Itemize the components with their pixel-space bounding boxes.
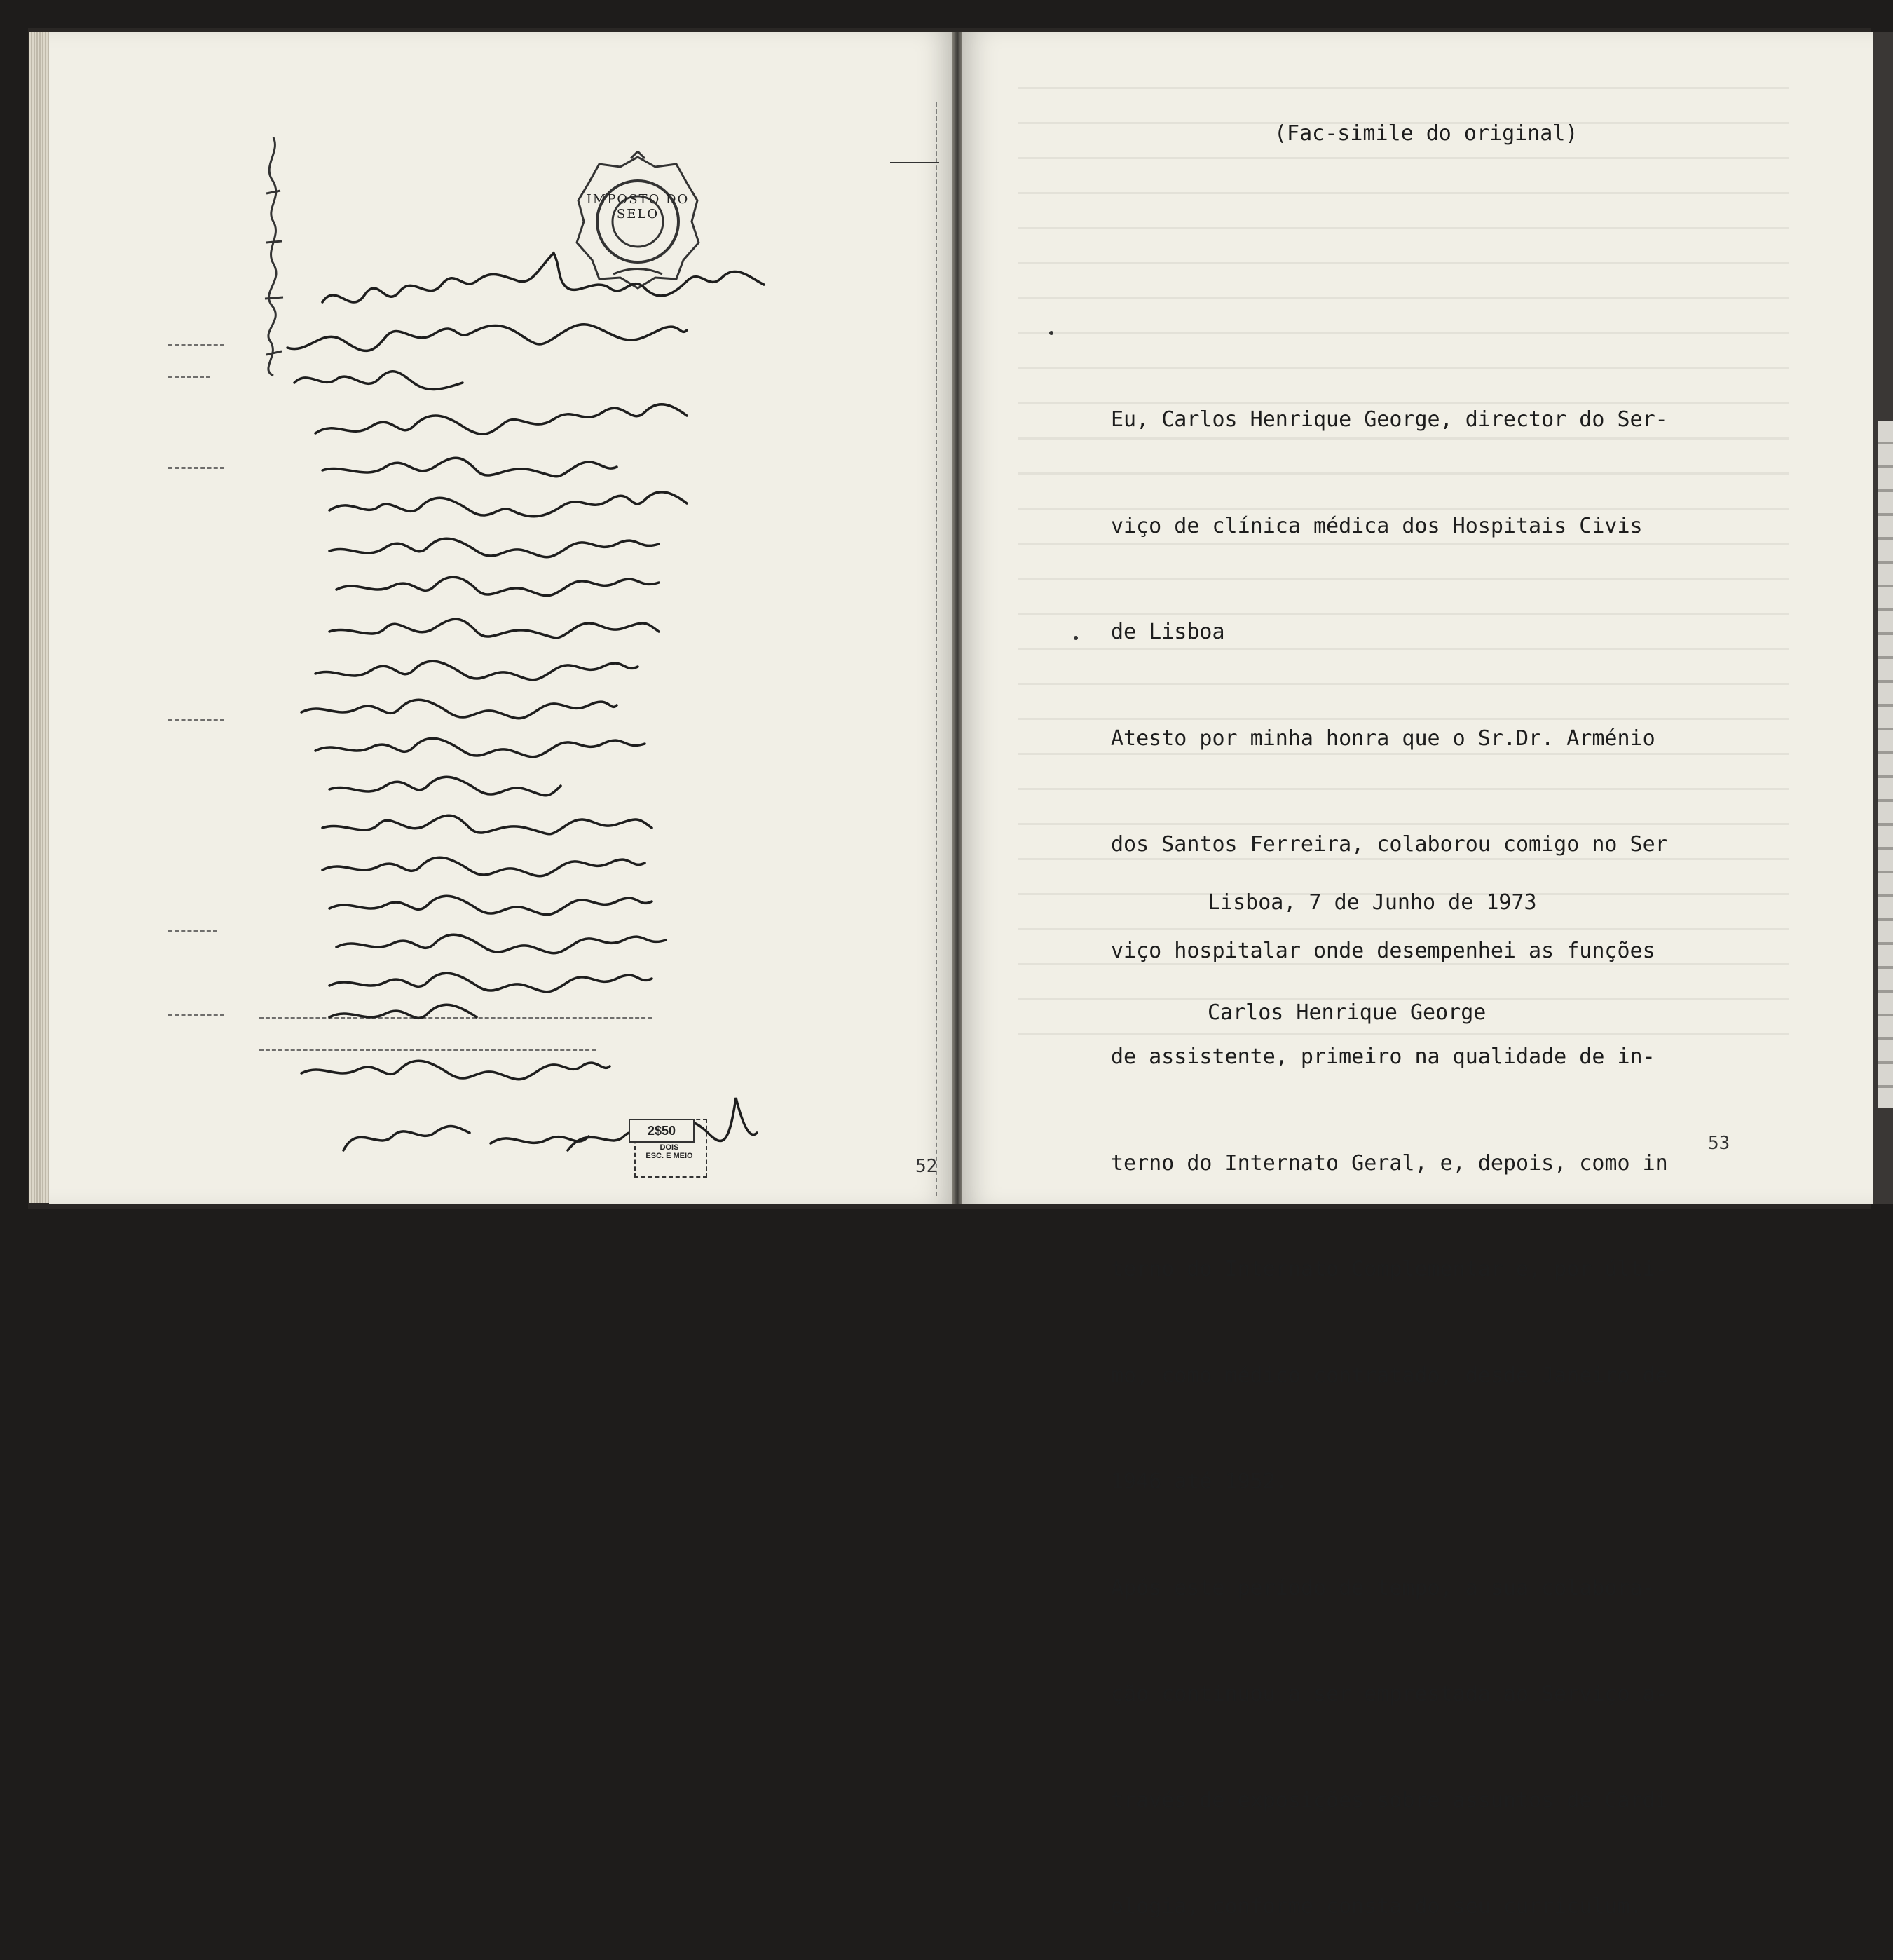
body-line: terno do Internato Geral, e, depois, como in [1111,1150,1668,1176]
certificate-date: Lisboa, 7 de Junho de 1973 [1208,890,1537,915]
page-edges [29,32,50,1203]
body-line: viço hospitalar onde desempenhei as funções [1111,938,1655,963]
page-number-right: 53 [1708,1133,1730,1154]
body-line: ologia, conforme consta do seu curriculum. [1111,1894,1643,1919]
body-line: mo, como médico contratado, desde Janeiro de [1111,1363,1668,1388]
body-line: través de exposições sobre assuntos de Cardi [1111,1788,1668,1813]
stamp-line: DOIS [660,1143,679,1152]
certificate-signature: Carlos Henrique George [1208,1000,1487,1025]
left-page [49,32,953,1204]
body-line: Atesto por minha honra que o Sr.Dr. Arménio [1111,726,1655,751]
certificate-body [1111,332,1668,1960]
page-number-left: 52 [915,1156,938,1177]
facsimile-heading: (Fac-simile do original) [1274,121,1578,146]
seal-lettering: IMPOSTO DO SELO [586,192,690,222]
body-line: de Lisboa [1111,620,1225,644]
scale-ruler [1878,421,1893,1108]
stamp-line: ESC. E MEIO [645,1152,693,1160]
margin-dot [1074,636,1078,640]
body-line: Após este período de tempo, a sua colabora- [1111,1575,1655,1600]
body-line: ção continuou a ser emprestada ao Serviço a- [1111,1682,1668,1706]
stamp-value: 2$50 [629,1119,695,1143]
body-line: viço de clínica médica dos Hospitais Civis [1111,513,1643,538]
body-line: dos Santos Ferreira, colaborou comigo no Ser [1111,832,1668,857]
margin-dot [1049,331,1053,335]
body-line: de assistente, primeiro na qualidade de in- [1111,1044,1655,1069]
body-line: 1946 até 1952. [1111,1469,1288,1494]
handwritten-letter [182,74,939,1196]
body-line: terno do Internato Complementar e, por últi- [1111,1257,1668,1281]
handwritten-facsimile [182,74,939,1196]
stamp-label [638,1143,701,1160]
body-line: Eu, Carlos Henrique George, director do Ser- [1111,407,1668,432]
